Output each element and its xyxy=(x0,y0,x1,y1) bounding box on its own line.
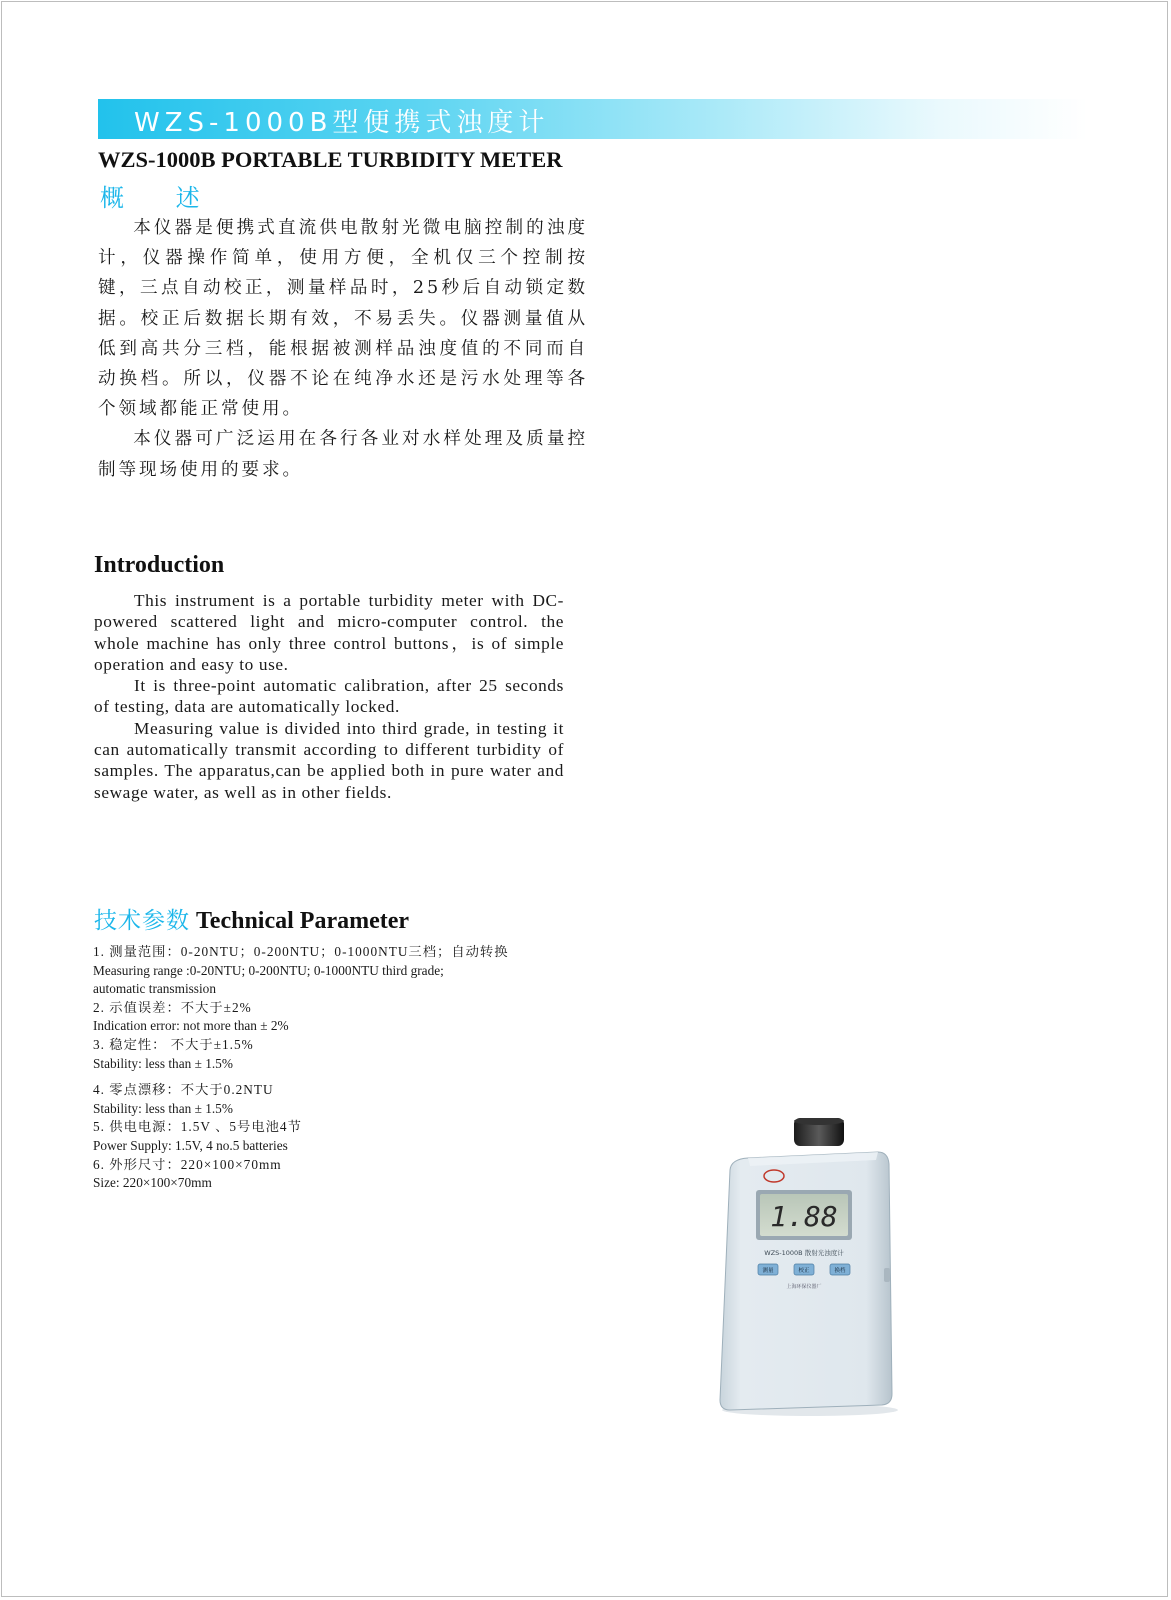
param-cn: 3. 稳定性： 不大于±1.5% xyxy=(93,1036,254,1052)
param-en: Indication error: not more than ± 2% xyxy=(93,1018,289,1034)
introduction-paragraph: It is three-point automatic calibration, after 25 seconds of testing, data are automatically locked. xyxy=(94,676,564,717)
calibrate-key: 校正 xyxy=(798,1268,810,1274)
title-banner xyxy=(98,99,1088,139)
introduction-paragraph: This instrument is a portable turbidity meter with DC-powered scattered light and micro-computer control. the whole machine has only three control buttons，is of simple operation and easy to use. xyxy=(94,591,564,674)
english-title: WZS-1000B PORTABLE TURBIDITY METER xyxy=(98,147,563,172)
range-key: 换档 xyxy=(834,1268,846,1274)
title-banner-text: WZS-1000B型便携式浊度计 xyxy=(134,108,550,138)
param-cn: 6. 外形尺寸：220×100×70mm xyxy=(93,1156,282,1172)
lcd-readout: 1.88 xyxy=(770,1200,838,1233)
technical-parameter-heading xyxy=(94,902,409,935)
overview-body xyxy=(98,213,588,485)
overview-heading: 概 述 xyxy=(100,184,222,212)
param-cn: 2. 示值误差：不大于±2% xyxy=(93,999,252,1015)
param-en: automatic transmission xyxy=(93,981,216,997)
device-maker-label: 上海环保仪器厂 xyxy=(786,1284,822,1290)
turbidity-meter-photo xyxy=(700,1118,910,1418)
introduction-paragraph: Measuring value is divided into third grade, in testing it can automatically transmit according to different turbidity of samples. The apparatus,can be applied both in pure water and sewage water, as well as in other fields. xyxy=(94,718,564,802)
technical-heading-cn: 技术参数 xyxy=(94,908,190,934)
param-cn: 5. 供电电源：1.5V 、5号电池4节 xyxy=(93,1119,302,1135)
param-cn: 1. 测量范围：0-20NTU；0-200NTU；0-1000NTU三档；自动转换 xyxy=(93,944,509,959)
param-en: Size: 220×100×70mm xyxy=(93,1175,212,1191)
param-en: Measuring range :0-20NTU; 0-200NTU; 0-1000NTU third grade; xyxy=(93,962,444,978)
param-en: Stability: less than ± 1.5% xyxy=(93,1055,233,1071)
measure-key: 测量 xyxy=(762,1268,774,1274)
overview-paragraph: 本仪器可广泛运用在各行各业对水样处理及质量控制等现场使用的要求。 xyxy=(98,429,588,480)
technical-heading-en: Technical Parameter xyxy=(196,908,410,934)
turbidity-meter-illustration xyxy=(700,1118,910,1418)
parameter-list xyxy=(93,943,593,1193)
overview-paragraph: 本仪器是便携式直流供电散射光微电脑控制的浊度计，仪器操作简单，使用方便，全机仅三个控制按键，三点自动校正，测量样品时，25秒后自动锁定数据。校正后数据长期有效，不易丢失。仪器测量值从低到高共分三档，能根据被测样品浊度值的不同而自动换档。所以，仪器不论在纯净水还是污水处理等各个领域都能正常使用。 xyxy=(98,218,588,420)
introduction-body xyxy=(94,590,564,803)
param-en: Power Supply: 1.5V, 4 no.5 batteries xyxy=(93,1137,288,1153)
introduction-heading: Introduction xyxy=(94,552,225,578)
device-model-label: WZS-1000B 散射光浊度计 xyxy=(764,1249,844,1257)
param-en: Stability: less than ± 1.5% xyxy=(93,1100,233,1116)
param-cn: 4. 零点漂移：不大于0.2NTU xyxy=(93,1082,274,1098)
